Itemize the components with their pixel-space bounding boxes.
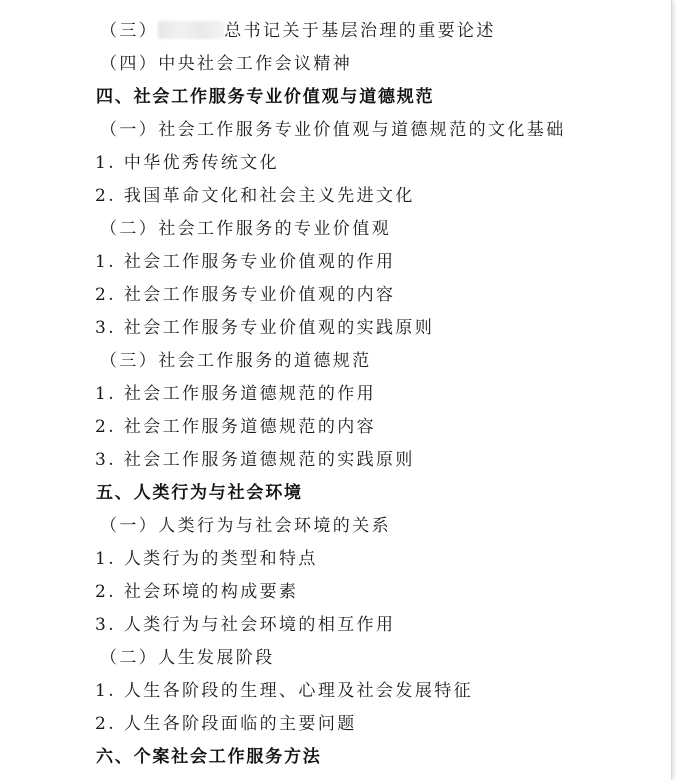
redaction-mark (158, 21, 224, 39)
outline-item: 2. 我国革命文化和社会主义先进文化 (95, 186, 415, 206)
outline-item: 1. 中华优秀传统文化 (95, 153, 280, 173)
outline-section-heading: 五、人类行为与社会环境 (96, 483, 303, 503)
outline-section-heading: 四、社会工作服务专业价值观与道德规范 (96, 87, 435, 107)
outline-list (0, 15, 671, 774)
outline-number: （三） (100, 21, 159, 41)
outline-item: 2. 人生各阶段面临的主要问题 (95, 714, 357, 734)
outline-item: 2. 社会工作服务道德规范的内容 (95, 417, 377, 437)
outline-item: 3. 人类行为与社会环境的相互作用 (95, 615, 396, 635)
outline-subsection: （一）社会工作服务专业价值观与道德规范的文化基础 (100, 120, 566, 140)
outline-item: 1. 社会工作服务专业价值观的作用 (95, 252, 396, 272)
outline-item: 3. 社会工作服务专业价值观的实践原则 (95, 318, 435, 338)
outline-text: 总书记关于基层治理的重要论述 (224, 21, 496, 41)
outline-item: 1. 社会工作服务道德规范的作用 (95, 384, 377, 404)
outline-section-heading: 六、个案社会工作服务方法 (96, 747, 322, 767)
outline-subsection: （二）社会工作服务的专业价值观 (100, 219, 391, 239)
outline-subsection: （二）人生发展阶段 (100, 648, 275, 668)
outline-item: 2. 社会工作服务专业价值观的内容 (95, 285, 396, 305)
outline-subsection: （一）人类行为与社会环境的关系 (100, 516, 391, 536)
outline-item: 2. 社会环境的构成要素 (95, 582, 299, 602)
outline-subsection: （四）中央社会工作会议精神 (100, 54, 353, 74)
outline-item: 3. 社会工作服务道德规范的实践原则 (95, 450, 415, 470)
outline-subsection: （三）社会工作服务的道德规范 (100, 351, 372, 371)
outline-item: 1. 人类行为的类型和特点 (95, 549, 318, 569)
outline-subsection (0, 15, 671, 48)
outline-item: 1. 人生各阶段的生理、心理及社会发展特征 (95, 681, 474, 701)
